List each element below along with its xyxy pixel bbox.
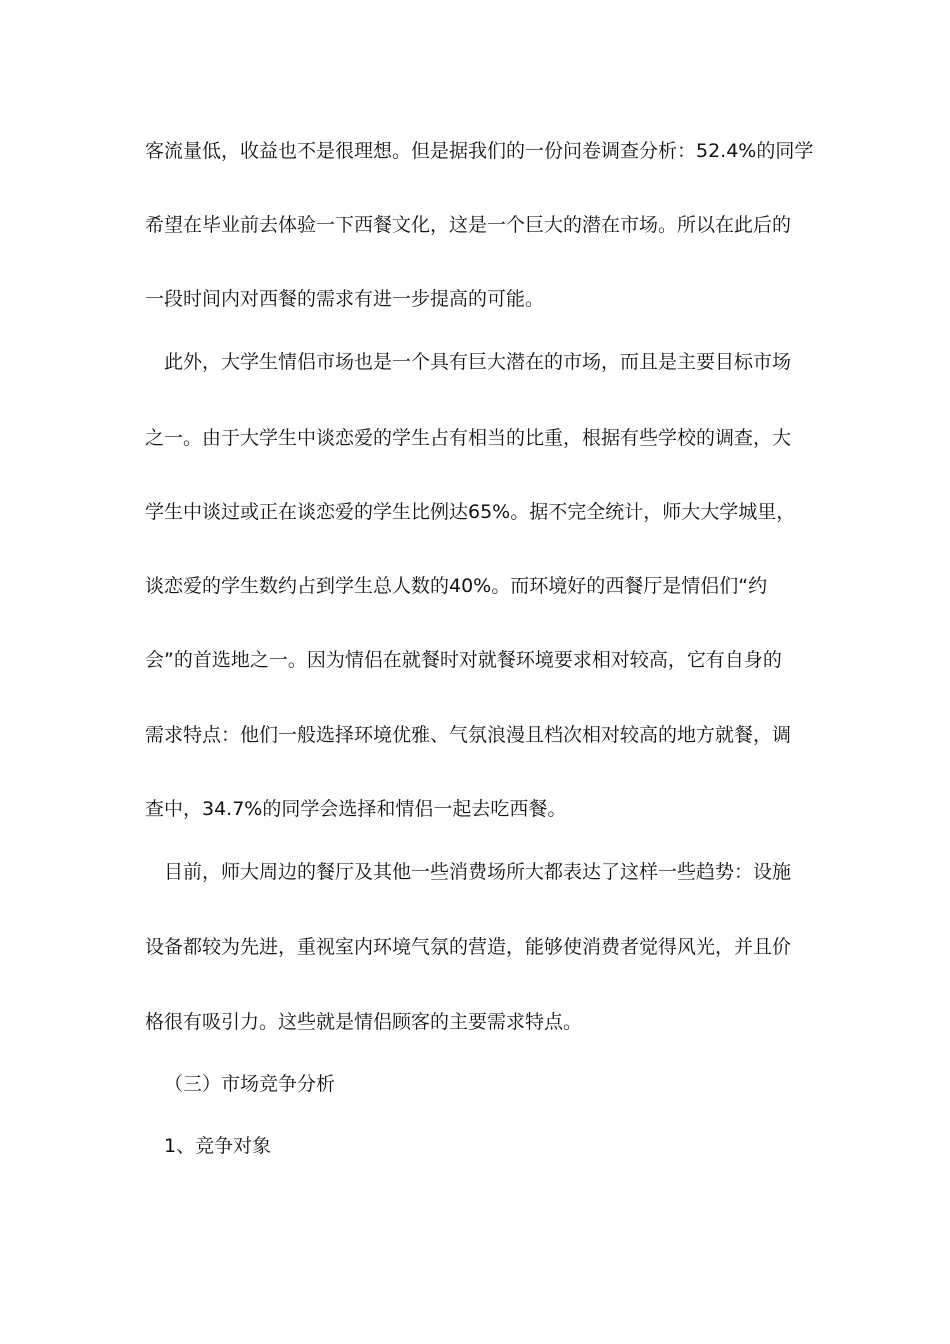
paragraph-line-11: 目前，师大周边的餐厅及其他一些消费场所大都表达了这样一些趋势：设施 bbox=[164, 861, 792, 883]
paragraph-line-13: 格很有吸引力。这些就是情侣顾客的主要需求特点。 bbox=[145, 1011, 583, 1033]
paragraph-line-5: 之一。由于大学生中谈恋爱的学生占有相当的比重，根据有些学校的调查，大 bbox=[145, 427, 792, 449]
subsection-heading: 1、竞争对象 bbox=[164, 1135, 272, 1157]
paragraph-line-12: 设备都较为先进，重视室内环境气氛的营造，能够使消费者觉得风光，并且价 bbox=[145, 936, 792, 958]
paragraph-line-4: 此外，大学生情侣市场也是一个具有巨大潜在的市场，而且是主要目标市场 bbox=[164, 351, 792, 373]
paragraph-line-9: 需求特点：他们一般选择环境优雅、气氛浪漫且档次相对较高的地方就餐，调 bbox=[145, 724, 792, 746]
paragraph-line-3: 一段时间内对西餐的需求有进一步提高的可能。 bbox=[145, 288, 545, 310]
paragraph-line-8: 会”的首选地之一。因为情侣在就餐时对就餐环境要求相对较高，它有自身的 bbox=[145, 649, 782, 671]
paragraph-line-2: 希望在毕业前去体验一下西餐文化，这是一个巨大的潜在市场。所以在此后的 bbox=[145, 214, 792, 236]
paragraph-line-6: 学生中谈过或正在谈恋爱的学生比例达65%。据不完全统计，师大大学城里， bbox=[145, 501, 796, 523]
paragraph-line-10: 查中，34.7%的同学会选择和情侣一起去吃西餐。 bbox=[145, 798, 567, 820]
paragraph-line-7: 谈恋爱的学生数约占到学生总人数的40%。而环境好的西餐厅是情侣们“约 bbox=[145, 575, 768, 597]
paragraph-line-1: 客流量低，收益也不是很理想。但是据我们的一份问卷调查分析：52.4%的同学 bbox=[145, 140, 814, 162]
section-heading: （三）市场竞争分析 bbox=[164, 1073, 336, 1095]
